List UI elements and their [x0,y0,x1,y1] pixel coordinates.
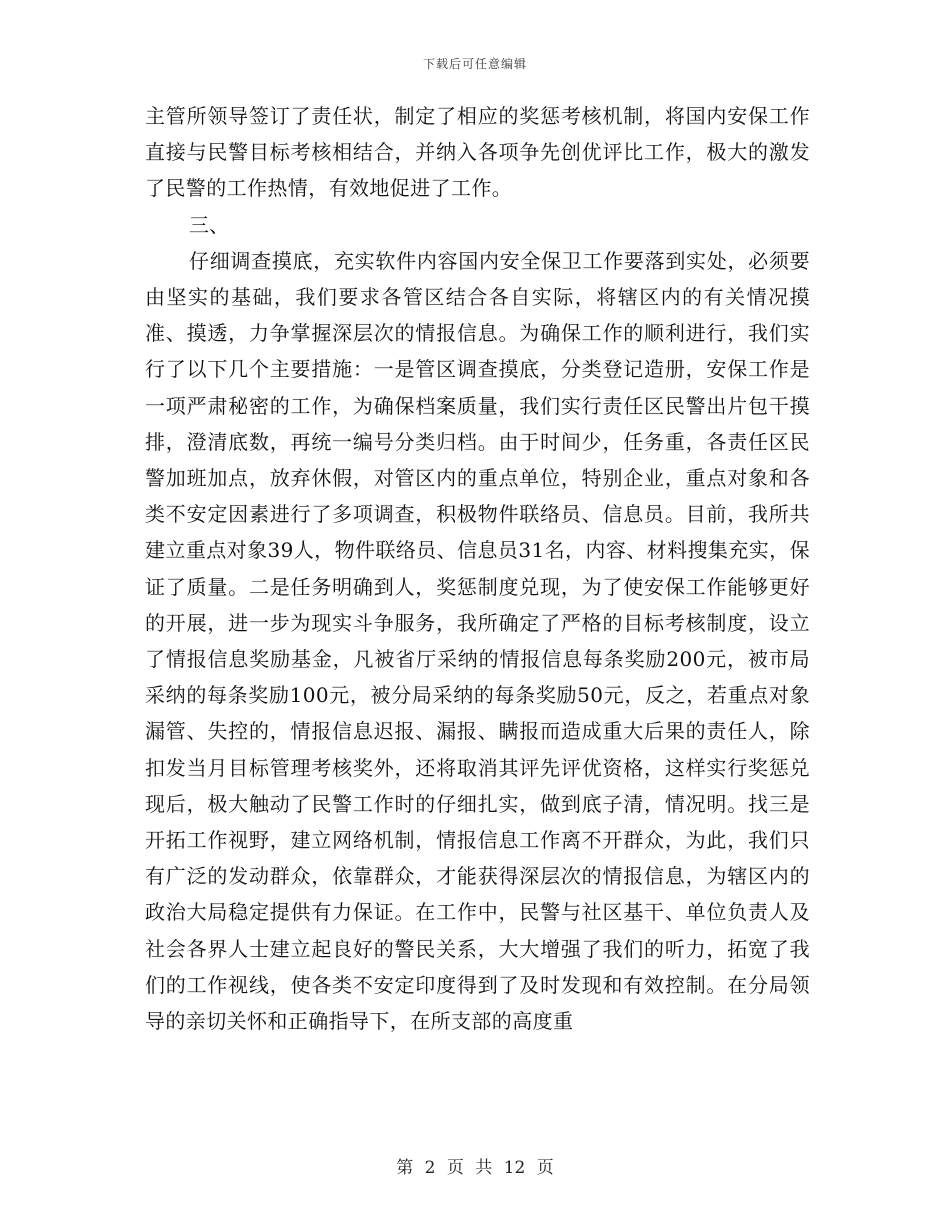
paragraph-main: 仔细调查摸底，充实软件内容国内安全保卫工作要落到实处，必须要由坚实的基础，我们要求各管区结合各自实际，将辖区内的有关情况摸准、摸透，力争掌握深层次的情报信息。为确保工作的顺利进行，我们实行了以下几个主要措施：一是管区调查摸底，分类登记造册，安保工作是一项严肃秘密的工作，为确保档案质量，我们实行责任区民警出片包干摸排，澄清底数，再统一编号分类归档。由于时间少，任务重，各责任区民警加班加点，放弃休假，对管区内的重点单位，特别企业，重点对象和各类不安定因素进行了多项调查，积极物件联络员、信息员。目前，我所共建立重点对象39人，物件联络员、信息员31名，内容、材料搜集充实，保证了质量。二是任务明确到人，奖惩制度兑现，为了使安保工作能够更好的开展，进一步为现实斗争服务，我所确定了严格的目标考核制度，设立了情报信息奖励基金，凡被省厅采纳的情报信息每条奖励200元，被市局采纳的每条奖励100元，被分局采纳的每条奖励50元，反之，若重点对象漏管、失控的，情报信息迟报、漏报、瞒报而造成重大后果的责任人，除扣发当月目标管理考核奖外，还将取消其评先评优资格，这样实行奖惩兑现后，极大触动了民警工作时的仔细扎实，做到底子清，情况明。找三是开拓工作视野，建立网络机制，情报信息工作离不开群众，为此，我们只有广泛的发动群众，依靠群众，才能获得深层次的情报信息，为辖区内的政治大局稳定提供有力保证。在工作中，民警与社区基干、单位负责人及社会各界人士建立起良好的警民关系，大大增强了我们的听力，拓宽了我们的工作视线，使各类不安定印度得到了及时发现和有效控制。在分局领导的亲切关怀和正确指导下，在所支部的高度重 [145,248,810,1034]
paragraph-continuation: 主管所领导签订了责任状，制定了相应的奖惩考核机制，将国内安保工作直接与民警目标考核相结合，并纳入各项争先创优评比工作，极大的激发了民警的工作热情，有效地促进了工作。 [145,104,810,201]
section-heading-three: 三、 [189,212,229,237]
page-header: 下载后可任意编辑 [422,57,527,71]
document-body [145,98,810,1039]
page-number-footer: 第 2 页 共 12 页 [396,1158,554,1178]
